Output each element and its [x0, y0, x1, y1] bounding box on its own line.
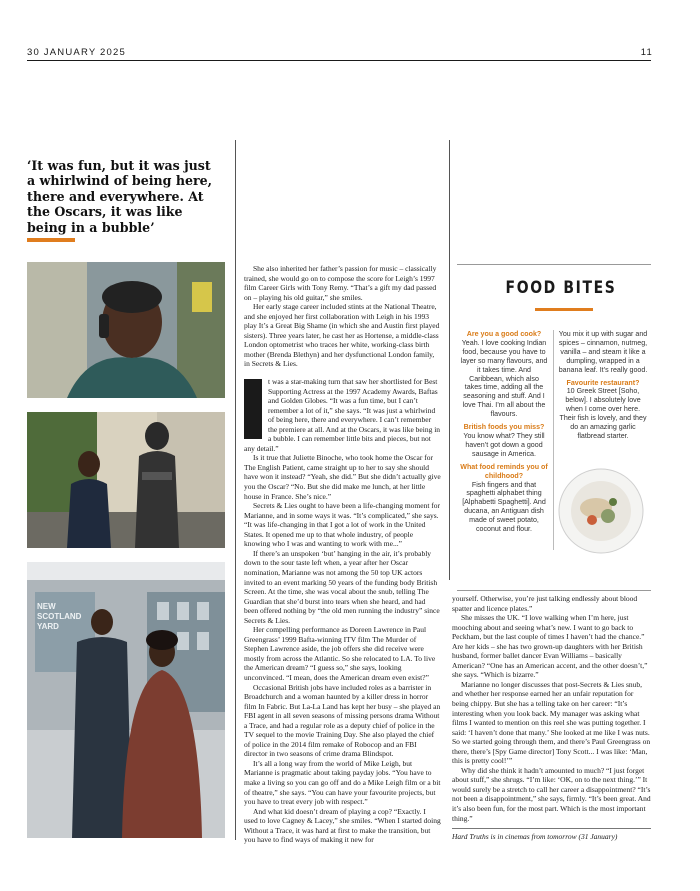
column-divider-left [235, 140, 236, 840]
article-paragraph: It’s all a long way from the world of Mike Leigh, but Marianne is pragmatic about taking payday jobs. “You have to make a living so you can go off and do a Mike Leigh film or a bit of theatre,” she says. “You can have your favourite projects, but you have to treat every job with respect.” [244, 758, 441, 807]
column-divider-middle [449, 140, 450, 580]
photo-robocop-image [27, 412, 225, 548]
photo-scotland-yard [27, 562, 225, 838]
food-answer: Yeah. I love cooking Indian food, because you have to layer so many flavours, and it takes time. And Caribbean, which also takes time, adding all the seasoning and stuff. And I love Thai. I’m all about the flavours. [460, 338, 548, 419]
article-column-a [244, 264, 441, 845]
release-caption: Hard Truths is in cinemas from tomorrow (31 January) [452, 832, 618, 841]
article-paragraph: Why did she think it hadn’t amounted to much? “I just forget about stuff,” she shrugs. “I’m like: ‘OK, on to the next thing.’” It would surely be a stretch to call her career a disappointment? “It’s not been a disappointment,” she says, firmly. “It’s been great. And it’s also been fun, for the most part. Which is the most important thing.” [452, 765, 651, 823]
article-paragraph: Her compelling performance as Doreen Lawrence in Paul Greengrass’ 1999 Bafta-winning ITV film The Murder of Stephen Lawrence aside, the job offers she did receive were mostly from across the Atlantic. So she relocated to LA. To live the American dream? “I guess so,” she says, looking unconvinced. “I mean, does the American dream even exist?” [244, 625, 436, 682]
header-rule [27, 60, 651, 61]
food-bites-left-column [460, 330, 548, 538]
food-bites-accent-bar [535, 308, 593, 311]
pull-quote: ‘It was fun, but it was just a whirlwind of being here, there and everywhere. At the Oscars, it was like being in a bubble’ [27, 158, 213, 235]
photo-phone-call-image [27, 262, 225, 398]
article-paragraph: Occasional British jobs have included roles as a barrister in Broadchurch and a woman haunted by a killer dress in horror film In Fabric. But La-La Land has kept her busy – she played an FBI agent in all seven seasons of missing persons drama Without a Trace, and had a regular role as a deputy chief of police in the TV sequel to the movie Training Day. She also played the chief of police in the 2014 film remake of Robocop and an FBI director in two seasons of crime drama Blindspot. [244, 682, 441, 759]
food-question: What food reminds you of childhood? [460, 462, 548, 480]
article-paragraph: Her early stage career included stints at the National Theatre, and she enjoyed her first collaboration with Leigh in his 1993 play It’s a Great Big Shame (in which she and Austin first played sisters). Three years later, he cast her as Hortense, a middle-class London optometrist who traces her white, working-class birth mother (Brenda Blethyn) and her dysfunctional London family, in Secrets & Lies. [244, 302, 440, 369]
food-bites-top-rule [457, 264, 651, 265]
food-dish-photo [558, 468, 644, 554]
page-number: 11 [640, 47, 653, 58]
food-dish-image [558, 468, 644, 554]
issue-date: 30 JANUARY 2025 [27, 47, 126, 58]
food-question: British foods you miss? [463, 423, 545, 432]
article-paragraph: yourself. Otherwise, you’re just talking endlessly about blood spatter and licence plates.” [452, 594, 638, 613]
article-paragraph: If there’s an unspoken ‘but’ hanging in the air, it’s probably down to the sour taste left when, a year after her Oscar nomination, Marianne was not among the 50 top UK actors invited to an event marking 50 years of the funding body British Screen. At the time, she was vocal about the snub, telling The Guardian that she’d burst into tears when she heard, and had been offered nothing by “the old men running the industry” since Secrets & Lies. [244, 548, 440, 625]
food-bites-divider [553, 330, 554, 550]
caption-rule [452, 828, 651, 829]
food-question: Are you a good cook? [466, 330, 542, 338]
drop-cap-letter [244, 379, 262, 439]
food-answer: You mix it up with sugar and spices – cinnamon, nutmeg, vanilla – and steam it like a dumpling, wrapped in a banana leaf. It’s really good. [558, 330, 648, 374]
food-bites-bottom-rule [457, 590, 651, 591]
article-paragraph: Marianne no longer discusses that post-Secrets & Lies snub, and whether her response earned her an unfair reputation for being chippy. But she has a telling take on her career: “It’s interesting when you look back. My manager was asking what films I wanted to mention on this reel she was putting together. I said: ‘I haven’t done that many.’ She looked at me like I was nuts. So we started going through them, and there’s Paul Greengrass on there, there’s [Spy Game director] Tony Scott... I was like: ‘Man, this is pretty cool!’” [452, 679, 651, 766]
article-paragraph: Secrets & Lies ought to have been a life-changing moment for Marianne, and in some ways it was. “It’s complicated,” she says. “It was life-changing in that I got a lot of work in the United States. It opened me up to that whole industry, of people knowing who I was and wanting to work with me...” [244, 501, 441, 549]
article-paragraph: She misses the UK. “I love walking when I’m here, just mooching about and seeing what’s new. I want to go back to Peckham, but the last couple of times I haven’t had the chance.” Are her kids – she has two grown-up daughters with her British husband, former ballet dancer Evan Williams – basically American? “One has an American accent, and the other doesn’t,” she says. “Which is bizarre.” [452, 613, 648, 680]
article-paragraph-dropcap: t was a star-making turn that saw her shortlisted for Best Supporting Actress at the 1997 Academy Awards, Baftas and Golden Globes. “It was a fun time, but I can’t remember a lot of it,” she says. “It was just a whirlwind of being here, there and everywhere. I can’t remember the premiere at all. And at the Oscars, it was like being in a bubble. I can remember little bits and pieces, but not any detail.” [244, 377, 441, 453]
pull-quote-accent-bar [27, 238, 75, 242]
food-bites-title: FOOD BITES [505, 278, 617, 298]
article-paragraph: And what kid doesn’t dream of playing a cop? “Exactly. I used to love Cagney & Lacey,” she smiles. “When I started doing Without a Trace, it was hard at first to make the transition, but you have to find ways of making it new for [244, 806, 441, 845]
photo-sign-text: NEW SCOTLAND YARD [37, 602, 82, 631]
photo-phone-call [27, 262, 225, 398]
photo-robocop [27, 412, 225, 548]
food-question: Favourite restaurant? [566, 378, 640, 387]
article-column-b [452, 594, 651, 823]
food-answer: Fish fingers and that spaghetti alphabet thing [Alphabetti Spaghetti]. And ducana, an Antiguan dish made of sweet potato, coconut and flour. [462, 480, 546, 534]
article-paragraph: She also inherited her father’s passion for music – classically trained, she would go on to compose the score for Leigh’s 1997 film Career Girls with Tony Remy. “That’s a gift my dad passed on – playing his old guitar,” she smiles. [244, 264, 437, 302]
food-bites-right-column [558, 330, 648, 445]
article-paragraph: Is it true that Juliette Binoche, who took home the Oscar for The English Patient, came straight up to her to say she should have won it instead? “Yeah, she did.” But she didn’t actually give you the Oscar? “No. But she did make me lunch, at her little house in France. She’s nice.” [244, 453, 441, 501]
food-answer: You know what? They still haven’t got down a good sausage in America. [463, 431, 545, 458]
food-answer: 10 Greek Street [Soho, below]. I absolutely love when I come over here. Their fish is lovely, and they do an amazing garlic flatbread starter. [559, 387, 647, 440]
